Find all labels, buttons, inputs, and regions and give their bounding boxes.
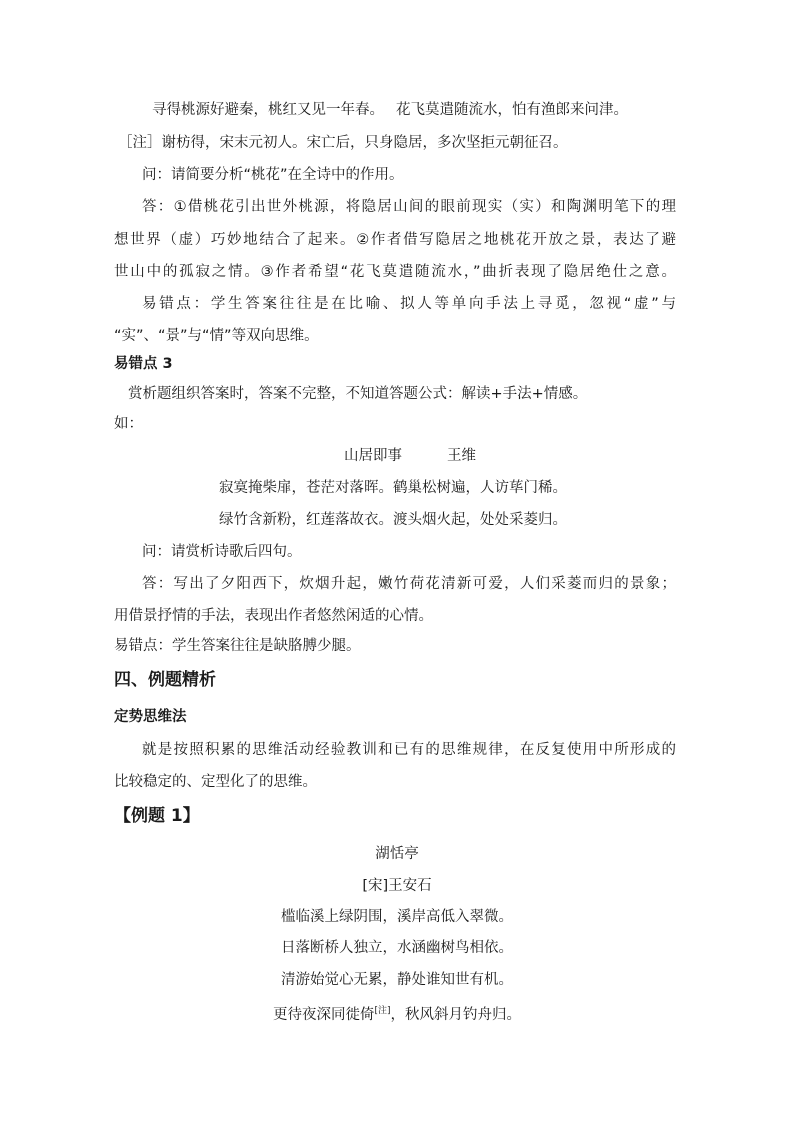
note-text: ［注］谢枋得，宋末元初人。宋亡后，只身隐居，多次坚拒元朝征召。 xyxy=(118,135,568,151)
answer-line-2: 想世界（虚）巧妙地结合了起来。②作者借写隐居之地桃花开放之景，表达了避 xyxy=(114,232,676,248)
section-desc: 赏析题组织答案时，答案不完整，不知道答题公式：解读+手法+情感。 xyxy=(128,386,588,402)
poem-title: 山居即事 xyxy=(344,448,402,464)
poem-line-last xyxy=(152,100,628,120)
section-heading-error-3: 易错点 3 xyxy=(114,356,173,372)
error-point-line-1: 易错点：学生答案往往是在比喻、拟人等单向手法上寻觅，忽视“虚”与 xyxy=(142,296,676,312)
section-heading-4: 四、例题精析 xyxy=(114,670,216,690)
poem2-author: [宋]王安石 xyxy=(362,878,432,894)
poem2-title: 湖恬亭 xyxy=(375,846,419,862)
poem2-line-4 xyxy=(0,1001,794,1025)
example-intro: 如： xyxy=(114,416,143,432)
footnote-marker: [注] xyxy=(374,1006,391,1016)
poem2-line-3: 清游始觉心无累，静处谁知世有机。 xyxy=(281,972,513,988)
definition-line-1: 就是按照积累的思维活动经验教训和已有的思维规律，在反复使用中所形成的 xyxy=(142,742,676,758)
poem-author: 王维 xyxy=(447,448,476,464)
poem-line-part-b: 花飞莫遣随流水，怕有渔郎来问津。 xyxy=(396,102,628,118)
poem2-line-4-part-a: 更待夜深同徙倚 xyxy=(272,1007,375,1023)
error-point-line-2: “实”、“景”与“情”等双向思维。 xyxy=(114,328,319,344)
error-point-3: 易错点：学生答案往往是缺胳膊少腿。 xyxy=(114,638,361,654)
answer2-line-1: 答：写出了夕阳西下，炊烟升起，嫩竹荷花清新可爱，人们采菱而归的景象； xyxy=(142,576,676,592)
answer-line-3: 世山中的孤寂之情。③作者希望“花飞莫遣随流水，”曲折表现了隐居绝仕之意。 xyxy=(114,264,676,280)
subheading-fixed-thinking: 定势思维法 xyxy=(114,709,187,725)
poem-line-part-a: 寻得桃源好避秦，桃红又见一年春。 xyxy=(152,102,384,118)
poem-line-1: 寂寞掩柴扉，苍茫对落晖。鹤巢松树遍，人访荜门稀。 xyxy=(219,480,567,496)
example-label: 【例题 1】 xyxy=(114,806,200,826)
question-text-2: 问：请赏析诗歌后四句。 xyxy=(142,544,302,560)
answer2-line-2: 用借景抒情的手法，表现出作者悠然闲适的心情。 xyxy=(114,608,433,624)
poem2-line-4-part-b: ，秋风斜月钓舟归。 xyxy=(390,1007,522,1023)
question-text: 问：请简要分析“桃花”在全诗中的作用。 xyxy=(142,167,404,183)
poem2-line-2: 日落断桥人独立，水涵幽树鸟相依。 xyxy=(281,940,513,956)
answer-line-1: 答：①借桃花引出世外桃源，将隐居山间的眼前现实（实）和陶渊明笔下的理 xyxy=(142,199,676,215)
definition-line-2: 比较稳定的、定型化了的思维。 xyxy=(114,774,317,790)
poem2-line-1: 槛临溪上绿阴围，溪岸高低入翠微。 xyxy=(281,909,513,925)
poem-line-2: 绿竹含新粉，红莲落故衣。渡头烟火起，处处采菱归。 xyxy=(219,512,567,528)
